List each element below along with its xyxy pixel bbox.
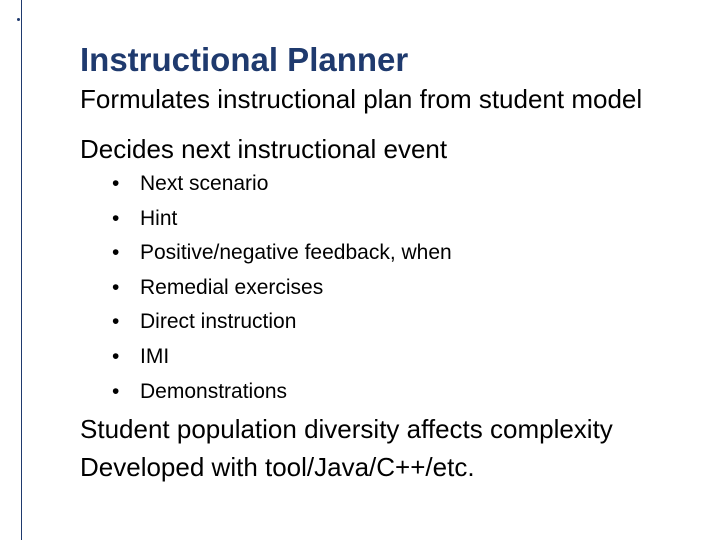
point-population-diversity: Student population diversity affects complexity bbox=[80, 414, 613, 444]
sub-point-item bbox=[112, 171, 452, 206]
bullet-icon: • bbox=[112, 379, 120, 403]
sub-point-label: Demonstrations bbox=[140, 379, 288, 403]
sub-point-label: Positive/negative feedback, when bbox=[140, 241, 452, 265]
sub-point-label: IMI bbox=[140, 344, 170, 368]
sub-point-label: Hint bbox=[140, 206, 178, 230]
sub-point-item bbox=[112, 206, 452, 241]
bullet-icon: • bbox=[112, 206, 120, 230]
slide-title: Instructional Planner bbox=[80, 41, 409, 78]
sub-point-item bbox=[112, 275, 452, 310]
bullet-icon: • bbox=[112, 172, 120, 195]
point-formulates-plan: Formulates instructional plan from student model bbox=[80, 84, 643, 114]
sub-point-list bbox=[112, 171, 452, 413]
margin-rule bbox=[21, 0, 22, 540]
margin-dot bbox=[17, 18, 20, 21]
bullet-icon: • bbox=[112, 275, 120, 299]
sub-point-item bbox=[112, 240, 452, 275]
bullet-icon: • bbox=[112, 310, 120, 334]
sub-point-label: Remedial exercises bbox=[140, 275, 324, 299]
sub-point-label: Direct instruction bbox=[140, 310, 297, 334]
point-decides-next-event: Decides next instructional event bbox=[80, 134, 448, 164]
sub-point-item bbox=[112, 344, 452, 379]
sub-point-item bbox=[112, 309, 452, 344]
sub-point-item bbox=[112, 379, 452, 414]
sub-point-label: Next scenario bbox=[140, 172, 269, 195]
point-developed-with: Developed with tool/Java/C++/etc. bbox=[80, 452, 475, 482]
bullet-icon: • bbox=[112, 344, 120, 368]
bullet-icon: • bbox=[112, 241, 120, 265]
